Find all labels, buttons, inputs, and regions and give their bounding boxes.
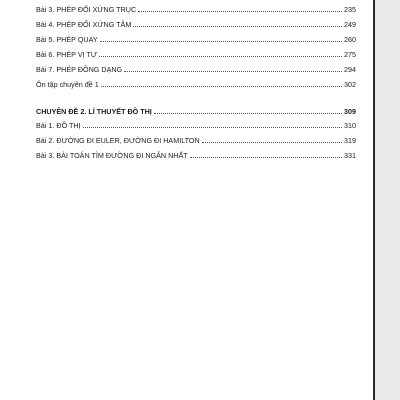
dot-leader [190, 157, 342, 158]
toc-entry[interactable] [36, 16, 356, 28]
page-edge-divider [373, 0, 375, 400]
toc-entry-page: 249 [344, 19, 356, 29]
toc-entry-page: 260 [344, 34, 356, 44]
toc-entry-title: Ôn tập chuyên đề 1 [36, 79, 99, 89]
toc-entry[interactable] [36, 147, 356, 159]
dot-leader [101, 86, 342, 87]
toc-entry-title: Bài 3. BÀI TOÁN TÌM ĐƯỜNG ĐI NGẮN NHẤT [36, 150, 188, 160]
toc-entry[interactable] [36, 46, 356, 58]
toc-entry[interactable] [36, 1, 356, 13]
toc-entry-page: 302 [344, 79, 356, 89]
toc-chapter-page: 309 [344, 106, 356, 116]
dot-leader [124, 71, 342, 72]
toc-entry[interactable] [36, 132, 356, 144]
dot-leader [99, 56, 342, 57]
toc-entry[interactable] [36, 117, 356, 129]
toc-entry-page: 275 [344, 49, 356, 59]
toc-entry-page: 235 [344, 4, 356, 14]
toc-entry-title: Bài 2. ĐƯỜNG ĐI EULER, ĐƯỜNG ĐI HAMILTON [36, 135, 200, 145]
dot-leader [83, 127, 342, 128]
dot-leader [154, 113, 342, 114]
toc-entry-page: 331 [344, 150, 356, 160]
toc-chapter-heading[interactable] [36, 103, 356, 115]
toc-entry[interactable] [36, 61, 356, 73]
dot-leader [138, 11, 342, 12]
toc-entry[interactable] [36, 31, 356, 43]
toc-entry-title: Bài 1. ĐỒ THỊ [36, 120, 81, 130]
toc-entry-title: Bài 6. PHÉP VỊ TỰ [36, 49, 98, 59]
toc-entry-title: Bài 3. PHÉP ĐỐI XỨNG TRỤC [36, 4, 137, 14]
toc-chapter-title: CHUYÊN ĐỀ 2. LÍ THUYẾT ĐỒ THỊ [36, 106, 152, 116]
dot-leader [202, 142, 342, 143]
dot-leader [133, 26, 342, 27]
toc-entry-title: Bài 7. PHÉP ĐỒNG DẠNG [36, 64, 123, 74]
toc-entry-page: 310 [344, 120, 356, 130]
toc-entry-page: 319 [344, 135, 356, 145]
toc-entry-title: Bài 5. PHÉP QUAY [36, 34, 98, 44]
toc-entry[interactable] [36, 76, 356, 88]
toc-entry-title: Bài 4. PHÉP ĐỐI XỨNG TÂM [36, 19, 132, 29]
toc-entry-page: 294 [344, 64, 356, 74]
dot-leader [100, 41, 342, 42]
